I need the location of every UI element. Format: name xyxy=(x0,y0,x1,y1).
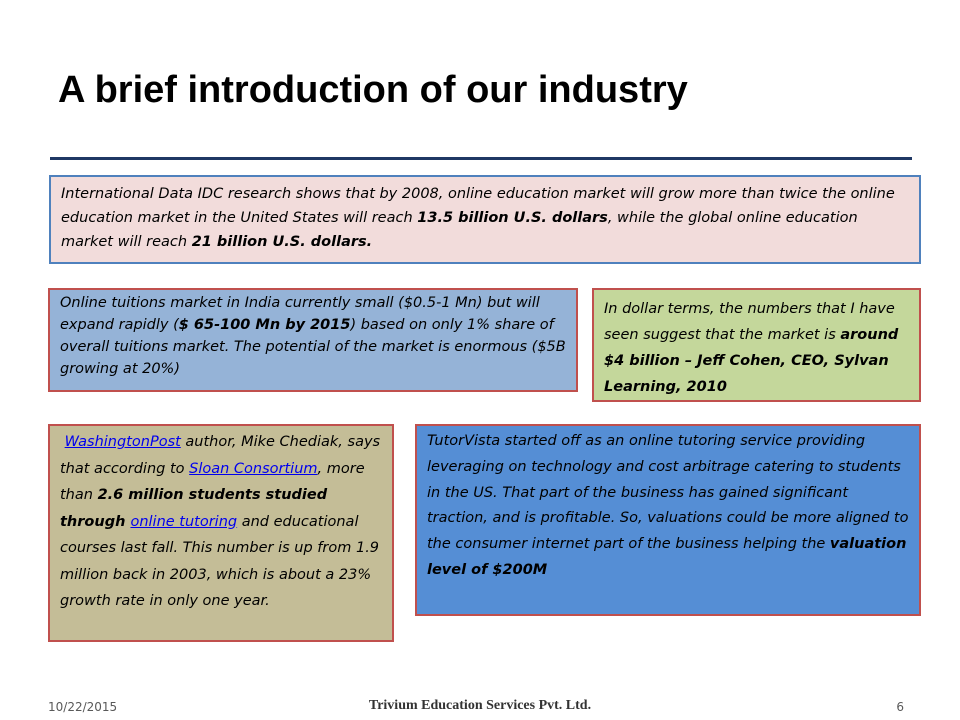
idc-global-market-value: 21 billion U.S. dollars. xyxy=(191,234,373,250)
washingtonpost-link[interactable]: WashingtonPost xyxy=(64,434,181,450)
tutorvista-valuation: valuation level of $200M xyxy=(427,536,907,578)
washingtonpost-box xyxy=(48,424,394,642)
wapo-text-2: , more than xyxy=(60,460,365,503)
dollar-terms-box xyxy=(592,288,921,402)
sloan-consortium-link[interactable]: Sloan Consortium xyxy=(189,460,318,477)
idc-text-1: International Data IDC research shows that by 2008, online education market will grow more than twice the online education market in the United States will reach xyxy=(61,186,895,226)
footer-company-name: Trivium Education Services Pvt. Ltd. xyxy=(368,698,592,713)
idc-text-2: , while the global online education market will reach xyxy=(61,210,858,250)
slide-number: 6 xyxy=(896,700,904,714)
tutorvista-text-1: TutorVista started off as an online tutoring service providing leveraging on technology and cost arbitrage catering to students in the US. That part of the business has gained significant traction, and is profitable. So, valuations could be more aligned to the consumer internet part of the business helping the xyxy=(427,433,909,553)
india-tuitions-box xyxy=(48,288,578,392)
india-text-1: Online tuitions market in India currently small ($0.5-1 Mn) but will expand rapidly ( xyxy=(60,295,540,333)
wapo-students-count: 2.6 million students studied through xyxy=(60,487,328,530)
idc-research-box xyxy=(49,175,921,264)
online-tutoring-link[interactable]: online tutoring xyxy=(130,513,238,530)
dollar-quote-attribution: around $4 billion – Jeff Cohen, CEO, Sylvan Learning, 2010 xyxy=(604,327,899,395)
wapo-text-3: and educational courses last fall. This number is up from 1.9 million back in 2003, which is about a 23% growth rate in only one year. xyxy=(60,513,380,609)
wapo-text-1: author, Mike Chediak, says that according to xyxy=(60,434,381,477)
title-divider xyxy=(50,157,912,160)
india-2015-projection: $ 65-100 Mn by 2015 xyxy=(178,317,351,333)
slide-title: A brief introduction of our industry xyxy=(58,69,688,111)
dollar-text-1: In dollar terms, the numbers that I have seen suggest that the market is xyxy=(604,301,895,343)
footer-date: 10/22/2015 xyxy=(48,700,118,714)
idc-us-market-value: 13.5 billion U.S. dollars xyxy=(417,210,608,226)
tutorvista-box xyxy=(415,424,921,616)
india-text-2: ) based on only 1% share of overall tuitions market. The potential of the market is enormous ($5B growing at 20%) xyxy=(60,317,566,377)
